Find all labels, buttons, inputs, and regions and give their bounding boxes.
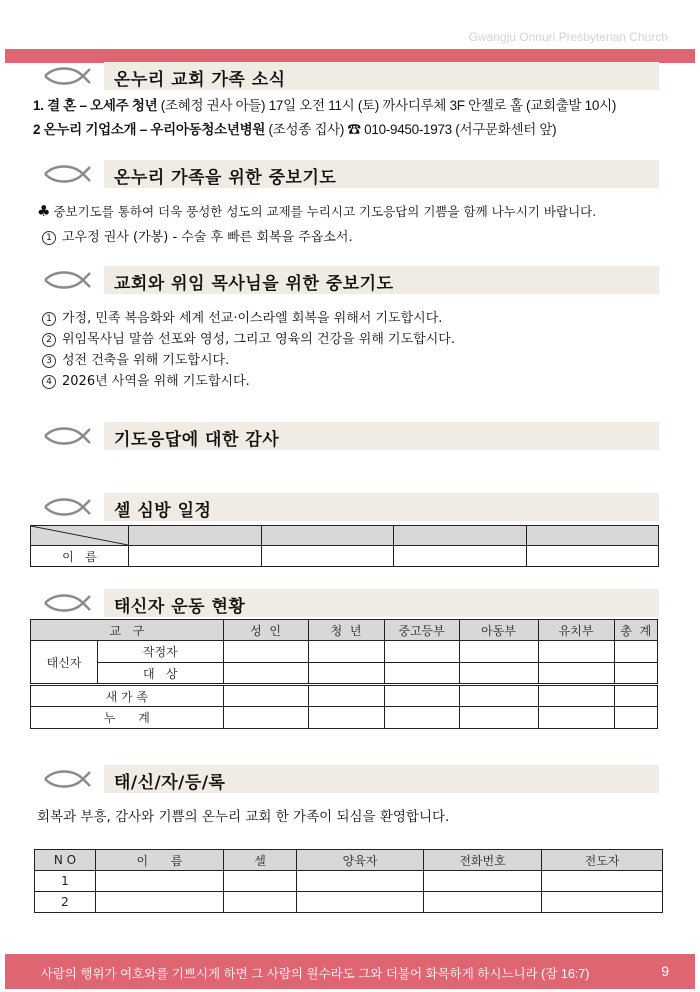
row-number: 1 xyxy=(35,871,96,892)
column-header: 이 름 xyxy=(96,850,224,871)
column-header: 유치부 xyxy=(538,620,614,641)
column-header: 전도자 xyxy=(542,850,663,871)
data-cell[interactable] xyxy=(614,685,657,707)
section-header-church-prayer xyxy=(40,266,660,294)
data-cell[interactable] xyxy=(542,871,663,892)
church-name: Gwangju Onnuri Presbyterian Church xyxy=(468,30,668,44)
registration-table xyxy=(34,849,663,913)
club-icon: ♣ xyxy=(37,202,51,220)
row-label: 대 상 xyxy=(98,663,224,685)
data-cell[interactable] xyxy=(384,641,459,663)
data-cell[interactable] xyxy=(542,892,663,913)
data-cell[interactable] xyxy=(297,892,424,913)
row-number: 2 xyxy=(35,892,96,913)
data-cell[interactable] xyxy=(538,641,614,663)
data-cell[interactable] xyxy=(223,707,308,729)
section-header-thanks xyxy=(40,422,660,450)
visit-name-cell[interactable] xyxy=(526,546,659,567)
data-cell[interactable] xyxy=(224,892,297,913)
column-header: 양육자 xyxy=(297,850,424,871)
data-cell[interactable] xyxy=(308,663,384,685)
ichthys-fish-icon xyxy=(43,594,91,612)
data-cell[interactable] xyxy=(223,641,308,663)
ichthys-fish-icon xyxy=(43,271,91,289)
prayer-item: 1 고우정 권사 (가봉) - 수술 후 빠른 회복을 주옵소서. xyxy=(42,226,353,245)
section-title: 교회와 위임 목사님을 위한 중보기도 xyxy=(114,274,394,294)
data-cell[interactable] xyxy=(538,707,614,729)
section-header-family-prayer xyxy=(40,160,660,188)
data-cell[interactable] xyxy=(538,685,614,707)
ichthys-fish-icon xyxy=(43,498,91,516)
data-cell[interactable] xyxy=(614,663,657,685)
prayer-item: 3 성전 건축을 위해 기도합시다. xyxy=(42,349,229,368)
prayer-item: 4 2026년 사역을 위해 기도합시다. xyxy=(42,370,250,389)
evangelism-table xyxy=(30,619,658,729)
footer-bar xyxy=(5,954,695,989)
column-header: 전화번호 xyxy=(424,850,542,871)
visit-date-cell[interactable] xyxy=(394,526,527,546)
data-cell[interactable] xyxy=(223,663,308,685)
data-cell[interactable] xyxy=(308,641,384,663)
ichthys-fish-icon xyxy=(43,770,91,788)
data-cell[interactable] xyxy=(459,663,538,685)
data-cell[interactable] xyxy=(223,685,308,707)
data-cell[interactable] xyxy=(96,871,224,892)
column-header: 셀 xyxy=(224,850,297,871)
data-cell[interactable] xyxy=(459,641,538,663)
section-header-cell-visit xyxy=(40,493,660,521)
row-label: 이 름 xyxy=(31,546,129,567)
cell-visit-table xyxy=(30,525,659,567)
data-cell[interactable] xyxy=(424,892,542,913)
column-header: 중고등부 xyxy=(384,620,459,641)
data-cell[interactable] xyxy=(424,871,542,892)
column-header: 총 계 xyxy=(614,620,657,641)
section-header-family-news xyxy=(40,62,660,90)
visit-name-cell[interactable] xyxy=(394,546,527,567)
news-item: 2 온누리 기업소개 – 우리아동청소년병원 (조성종 집사) ☎ 010-9450-1973 (서구문화센터 앞) xyxy=(33,122,557,137)
section-header-evangelism xyxy=(40,589,660,617)
data-cell[interactable] xyxy=(614,707,657,729)
ichthys-fish-icon xyxy=(43,165,91,183)
section-header-registration xyxy=(40,765,660,793)
data-cell[interactable] xyxy=(384,663,459,685)
section-title: 기도응답에 대한 감사 xyxy=(114,430,280,450)
diagonal-header-cell xyxy=(31,526,129,546)
section-title: 온누리 가족을 위한 중보기도 xyxy=(114,168,337,188)
row-label: 작정자 xyxy=(98,641,224,663)
section-title: 온누리 교회 가족 소식 xyxy=(114,70,286,90)
visit-date-cell[interactable] xyxy=(129,526,262,546)
row-label: 새 가 족 xyxy=(31,685,224,707)
column-header: N O xyxy=(35,850,96,871)
section-title: 셀 심방 일정 xyxy=(114,501,212,521)
data-cell[interactable] xyxy=(538,663,614,685)
data-cell[interactable] xyxy=(308,685,384,707)
data-cell[interactable] xyxy=(384,685,459,707)
prayer-item: 2 위임목사님 말씀 선포와 영성, 그리고 영육의 건강을 위해 기도합시다. xyxy=(42,328,455,347)
news-item: 1. 결 혼 – 오세주 청년 (조혜정 권사 아들) 17일 오전 11시 (토) 까사디루체 3F 안젤로 홀 (교회출발 10시) xyxy=(33,98,617,113)
column-header: 교 구 xyxy=(31,620,224,641)
prayer-item: 1 가정, 민족 복음화와 세계 선교·이스라엘 회복을 위해서 기도합시다. xyxy=(42,307,442,326)
row-label: 누 계 xyxy=(31,707,224,729)
data-cell[interactable] xyxy=(459,707,538,729)
data-cell[interactable] xyxy=(459,685,538,707)
column-header: 청 년 xyxy=(308,620,384,641)
visit-date-cell[interactable] xyxy=(261,526,394,546)
data-cell[interactable] xyxy=(614,641,657,663)
ichthys-fish-icon xyxy=(43,427,91,445)
bible-verse: 사람의 행위가 여호와를 기쁘시게 하면 그 사람의 원수라도 그와 더불어 화목하게 하시느니라 (잠 16:7) xyxy=(40,967,590,981)
visit-date-cell[interactable] xyxy=(526,526,659,546)
welcome-text: 회복과 부흥, 감사와 기쁨의 온누리 교회 한 가족이 되심을 환영합니다. xyxy=(37,809,450,825)
group-label: 태신자 xyxy=(31,641,98,685)
data-cell[interactable] xyxy=(308,707,384,729)
data-cell[interactable] xyxy=(224,871,297,892)
data-cell[interactable] xyxy=(297,871,424,892)
section-title: 태/신/자/등/록 xyxy=(114,773,226,793)
ichthys-fish-icon xyxy=(43,67,91,85)
prayer-intro: ♣ 중보기도를 통하여 더욱 풍성한 성도의 교제를 누리시고 기도응답의 기쁨을 함께 나누시기 바랍니다. xyxy=(37,202,597,220)
page-number: 9 xyxy=(661,963,669,979)
section-title: 태신자 운동 현황 xyxy=(114,597,246,617)
header-bar xyxy=(5,49,695,63)
column-header: 성 인 xyxy=(223,620,308,641)
column-header: 아동부 xyxy=(459,620,538,641)
data-cell[interactable] xyxy=(96,892,224,913)
data-cell[interactable] xyxy=(384,707,459,729)
visit-name-cell[interactable] xyxy=(129,546,262,567)
visit-name-cell[interactable] xyxy=(261,546,394,567)
